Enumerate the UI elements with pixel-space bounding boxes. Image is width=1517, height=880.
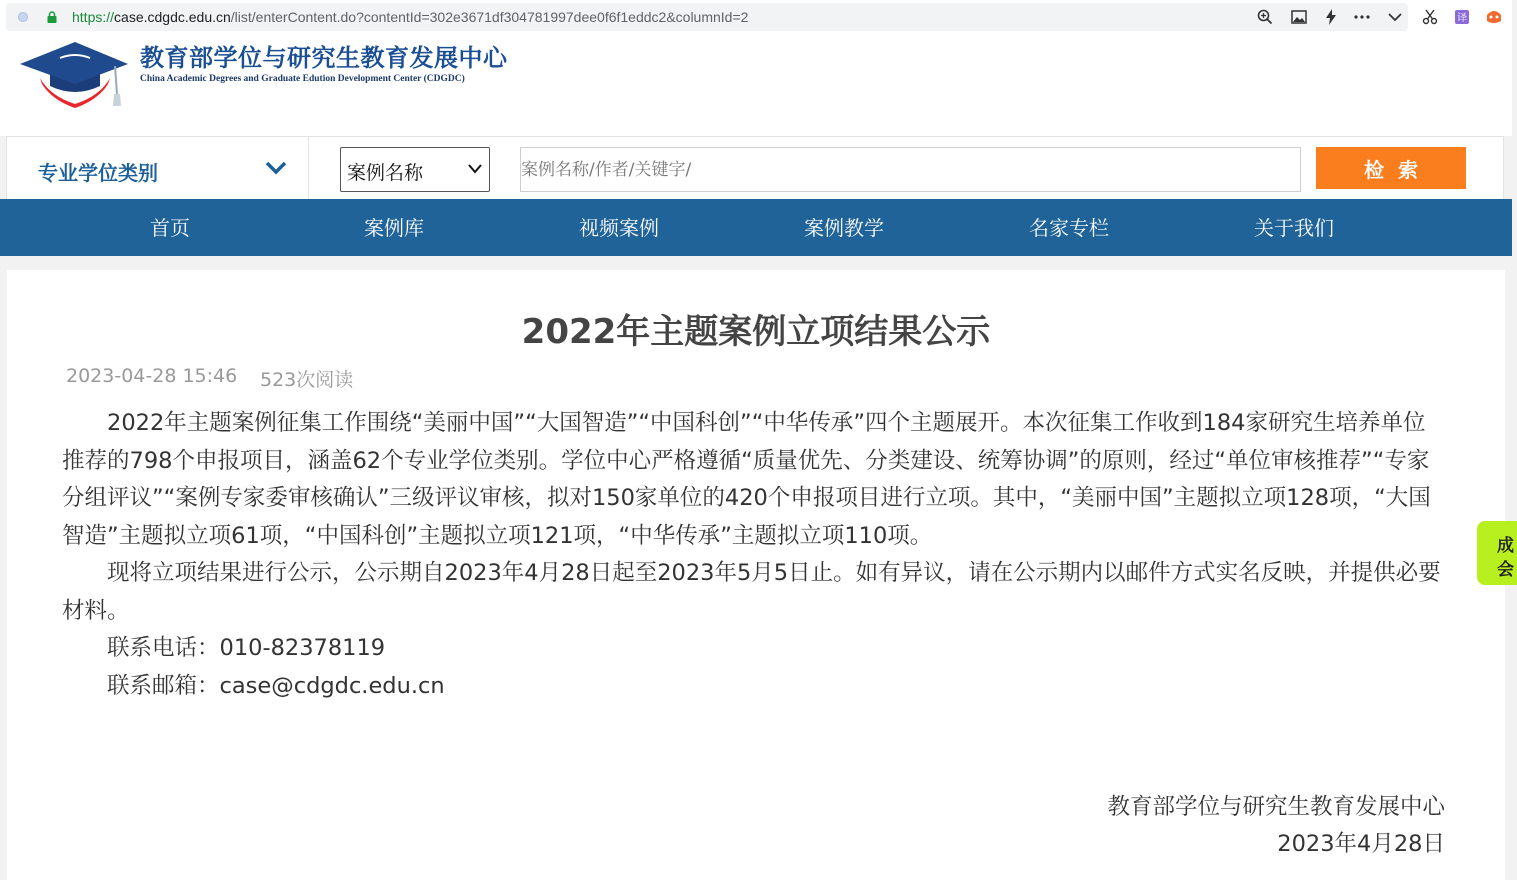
side-tab-text-2: 会 [1497, 560, 1514, 580]
chevron-down-icon[interactable] [1385, 7, 1405, 27]
nav-item-video-cases[interactable]: 视频案例 [579, 216, 659, 240]
nav-item-home[interactable]: 首页 [150, 216, 190, 240]
url-scheme: https:// [72, 9, 115, 25]
logo-title[interactable]: 教育部学位与研究生教育发展中心 [140, 43, 508, 72]
article-title: 2022年主题案例立项结果公示 [521, 312, 991, 352]
view-count: 523次阅读 [260, 369, 354, 391]
degree-category-dropdown[interactable] [7, 137, 309, 199]
url-host: case.cdgdc.edu.cn [114, 9, 231, 25]
signature-org: 教育部学位与研究生教育发展中心 [1107, 794, 1445, 820]
svg-text:译: 译 [1457, 13, 1467, 24]
nav-item-case-library[interactable]: 案例库 [364, 216, 424, 240]
nav-item-about-us[interactable]: 关于我们 [1254, 216, 1334, 240]
nav-item-case-teaching[interactable]: 案例教学 [804, 216, 884, 240]
floating-side-tab[interactable] [1477, 521, 1517, 585]
url-text[interactable] [72, 9, 748, 25]
search-type-value: 案例名称 [347, 162, 424, 184]
graduation-cap-logo-icon[interactable] [20, 38, 130, 108]
contact-phone: 联系电话：010-82378119 [107, 635, 386, 661]
site-info-icon[interactable] [18, 12, 28, 22]
publish-date: 2023-04-28 15:46 [66, 365, 238, 387]
degree-category-label: 专业学位类别 [38, 161, 158, 185]
translate-icon[interactable] [1452, 7, 1472, 27]
search-type-select[interactable] [340, 147, 490, 192]
extension-icon[interactable] [1484, 7, 1504, 27]
image-icon[interactable] [1289, 7, 1309, 27]
chevron-down-icon[interactable] [265, 161, 287, 175]
search-bar [6, 136, 1504, 199]
browser-address-bar [0, 0, 1512, 34]
url-path: /list/enterContent.do?contentId=302e3671df304781997dee0f6f1eddc2&columnId=2 [230, 9, 749, 25]
article-paragraph: 现将立项结果进行公示，公示期自2023年4月28日起至2023年5月5日止。如有异议，请在公示期内以邮件方式实名反映，并提供必要材料。 [62, 560, 1441, 624]
logo-subtitle: China Academic Degrees and Graduate Edu​tion Development Center (CDGDC) [140, 74, 465, 84]
signature [1107, 789, 1445, 863]
side-tab-text-1: 成 [1497, 536, 1514, 556]
main-nav [0, 199, 1512, 256]
article-paragraph: 2022年主题案例征集工作围绕“美丽中国”“大国智造”“中国科创”“中华传承”四个主题展开。本次征集工作收到184家研究生培养单位推荐的798个申报项目，涵盖62个专业学位类别。学位中心严格遵循“质量优先、分类建设、统筹协调”的原则，经过“单位审核推荐”“专家分组评议”“案例专家委审核确认”三级评议审核，拟对150家单位的420个申报项目进行立项。其中，“美丽中国”主题拟立项128项，“大国智造”主题拟立项61项，“中国科创”主题拟立项121项，“中华传承”主题拟立项110项。 [62, 410, 1431, 549]
more-icon[interactable] [1352, 7, 1372, 27]
nav-item-expert-column[interactable]: 名家专栏 [1029, 216, 1109, 240]
signature-date: 2023年4月28日 [1277, 831, 1445, 857]
zoom-icon[interactable] [1255, 7, 1275, 27]
contact-email: 联系邮箱：case@cdgdc.edu.cn [107, 672, 445, 699]
chevron-down-icon [468, 164, 482, 174]
search-button[interactable]: 检索 [1316, 147, 1466, 189]
article-body [62, 405, 1442, 705]
lightning-icon[interactable] [1321, 7, 1341, 27]
url-field[interactable] [6, 3, 1408, 31]
site-header [0, 34, 1512, 136]
scissors-icon[interactable] [1420, 7, 1440, 27]
search-input[interactable] [520, 147, 1301, 192]
lock-icon [46, 11, 58, 23]
